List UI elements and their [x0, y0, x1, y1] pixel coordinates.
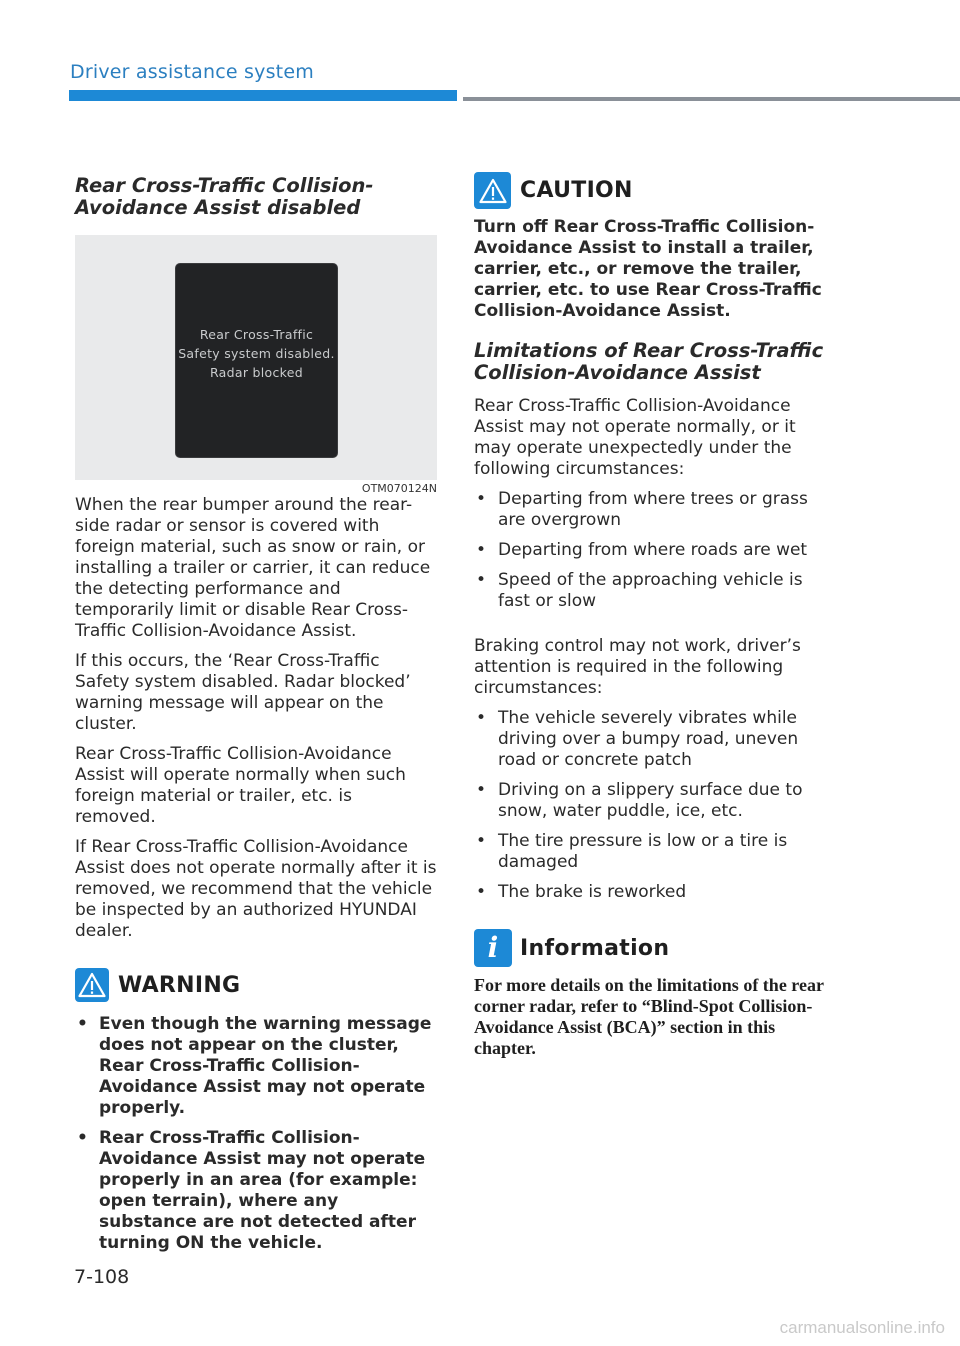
left-column — [75, 175, 437, 1263]
braking-intro: Braking control may not work, driver’s attention is required in the following circumstances: — [474, 636, 801, 698]
caution-text: Turn off Rear Cross-Traffic Collision-Avoidance Assist to install a trailer, carrier, etc., or remove the trailer, carrier, etc. to use Rear Cross-Traffic Collision-Avoidance Assist. — [474, 217, 822, 321]
list-item: • The vehicle severely vibrates while driving over a bumpy road, uneven road or concrete patch — [474, 708, 836, 771]
caution-label: CAUTION — [520, 178, 633, 203]
page-number: 7-108 — [74, 1266, 130, 1288]
list-item: • Even though the warning message does not appear on the cluster, Rear Cross-Traffic Collision-Avoidance Assist may not operate properly. — [75, 1014, 437, 1119]
warning-list — [75, 1014, 437, 1254]
cluster-figure — [75, 235, 437, 480]
list-item: • The tire pressure is low or a tire is damaged — [474, 831, 836, 873]
section-title: Driver assistance system — [70, 61, 314, 83]
paragraph: When the rear bumper around the rear-side radar or sensor is covered with foreign material, such as snow or rain, or installing a trailer or carrier, it can reduce the detecting performance and temporarily limit or disable Rear Cross-Traffic Collision-Avoidance Assist. — [75, 495, 431, 641]
right-column — [474, 172, 836, 1059]
limitations-intro: Rear Cross-Traffic Collision-Avoidance Assist may not operate normally, or it may operate unexpectedly under the following circumstances: — [474, 396, 796, 479]
information-heading — [474, 929, 836, 967]
list-item: • The brake is reworked — [474, 882, 836, 903]
cluster-message: Rear Cross-Traffic Safety system disabled. Radar blocked — [178, 327, 335, 380]
rcca-disabled-heading: Rear Cross-Traffic Collision-Avoidance Assist disabled — [75, 174, 374, 219]
figure-code: OTM070124N — [361, 482, 437, 495]
information-label: Information — [520, 935, 670, 961]
warning-triangle-icon — [75, 968, 109, 1002]
braking-list — [474, 708, 836, 903]
list-item: • Driving on a slippery surface due to snow, water puddle, ice, etc. — [474, 780, 836, 822]
cluster-display — [175, 263, 338, 458]
header-rule-blue — [69, 90, 457, 101]
paragraph: Rear Cross-Traffic Collision-Avoidance Assist will operate normally when such foreign material or trailer, etc. is removed. — [75, 744, 406, 827]
header-rule-gray — [463, 97, 960, 101]
list-item: • Departing from where roads are wet — [474, 540, 836, 561]
paragraph: If Rear Cross-Traffic Collision-Avoidance Assist does not operate normally after it is removed, we recommend that the vehicle be inspected by an authorized HYUNDAI dealer. — [75, 837, 437, 941]
watermark: carmanualsonline.info — [779, 1318, 945, 1337]
paragraph: If this occurs, the ‘Rear Cross-Traffic Safety system disabled. Radar blocked’ warning message will appear on the cluster. — [75, 651, 411, 734]
warning-heading — [75, 968, 437, 1002]
list-item: • Rear Cross-Traffic Collision-Avoidance Assist may not operate properly in an area (for example: open terrain), where any substance are not detected after turning ON the vehicle. — [75, 1128, 437, 1254]
warning-label: WARNING — [118, 972, 241, 998]
info-icon: i — [474, 929, 512, 967]
information-text: For more details on the limitations of the rear corner radar, refer to “Blind-Spot Collision-Avoidance Assist (BCA)” section in this chapter. — [474, 975, 824, 1058]
caution-heading — [474, 172, 836, 209]
limitations-heading: Limitations of Rear Cross-Traffic Collision-Avoidance Assist — [474, 339, 824, 384]
limitations-list — [474, 489, 836, 612]
list-item: • Speed of the approaching vehicle is fast or slow — [474, 570, 836, 612]
list-item: • Departing from where trees or grass are overgrown — [474, 489, 836, 531]
warning-triangle-icon — [474, 172, 511, 209]
